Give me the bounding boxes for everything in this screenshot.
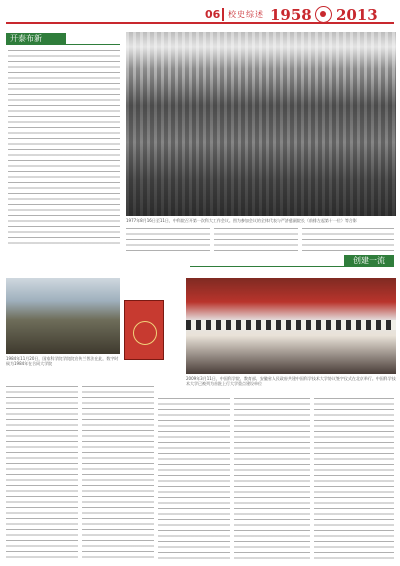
article-text-bottom-4 <box>234 398 310 562</box>
field-photo-1984 <box>6 278 120 354</box>
article-text-mid-3 <box>302 228 394 252</box>
section-name: 校史综述 <box>228 10 264 19</box>
ceremony-photo-caption: 2009年3月11日，中国科学院、教育部、安徽省人民政府共建中国科学技术大学协议签字仪式在北京举行。中国科学技术大学已被列为首批上行大学重点建设单位 <box>186 376 396 386</box>
article-text-mid-2 <box>214 228 298 252</box>
article-text-bottom-2 <box>82 386 154 562</box>
article-text-bottom-3 <box>158 398 230 562</box>
year-end: 2013 <box>336 6 378 24</box>
article-text-left-top <box>8 50 120 246</box>
group-photo-1977 <box>126 32 396 216</box>
section-heading-right: 创建一流 <box>344 255 394 267</box>
red-book-cover <box>124 300 164 360</box>
group-photo-caption: 1977年8月16日至11日，中科院召开第一次科大工作会议。图为参加会议的全体代表与严济慈副院长（前排左起第十一位）等合影 <box>126 218 357 223</box>
article-text-bottom-5 <box>314 398 394 562</box>
section-heading-left-rule <box>66 44 120 45</box>
university-emblem-icon <box>315 6 332 23</box>
ceremony-photo-2009 <box>186 278 396 374</box>
section-heading-left: 开泰布新 <box>6 33 66 45</box>
article-text-bottom-1 <box>6 386 78 562</box>
article-text-mid-1 <box>126 228 210 252</box>
page-number-divider <box>222 8 224 21</box>
page-number: 06 <box>205 8 221 21</box>
year-start: 1958 <box>270 6 312 24</box>
field-photo-caption: 1984年11月20日，国家科学院学院院宣传兰普法在此，数字时候为1984年在合同大学院 <box>6 356 119 366</box>
section-heading-right-rule <box>190 266 344 267</box>
